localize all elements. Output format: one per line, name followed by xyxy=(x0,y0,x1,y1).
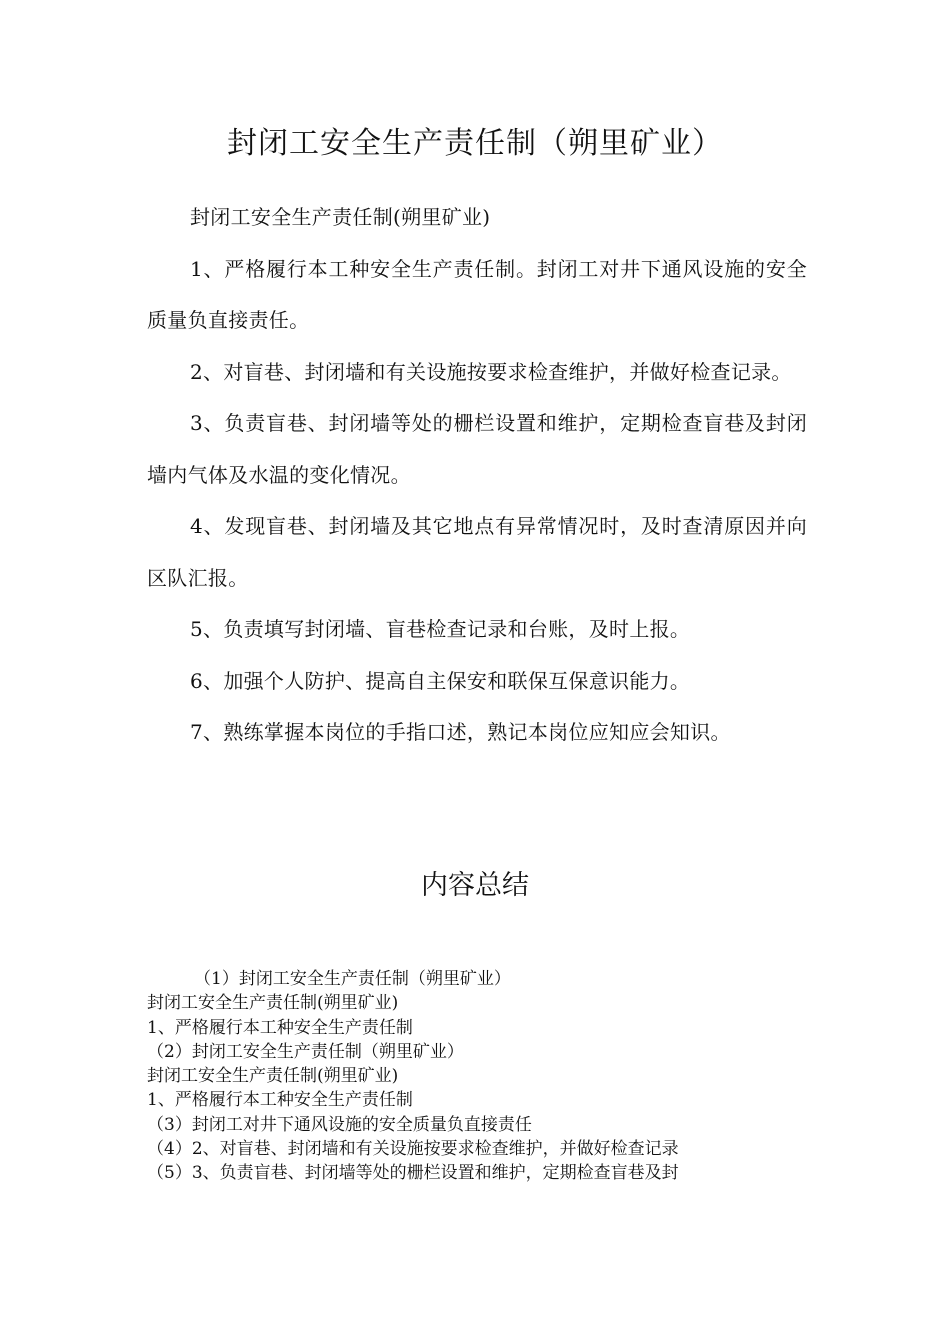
summary-line: 封闭工安全生产责任制(朔里矿业) xyxy=(147,993,399,1014)
summary-list xyxy=(147,967,827,1186)
paragraph: 1、严格履行本工种安全生产责任制。封闭工对井下通风设施的安全质量负直接责任。 xyxy=(147,256,807,332)
paragraph: 4、发现盲巷、封闭墙及其它地点有异常情况时，及时查清原因并向区队汇报。 xyxy=(147,514,807,590)
summary-line: （4）2、对盲巷、封闭墙和有关设施按要求检查维护，并做好检查记录 xyxy=(147,1139,679,1160)
document-title: 封闭工安全生产责任制（朔里矿业） xyxy=(227,126,723,161)
paragraph: 5、负责填写封闭墙、盲巷检查记录和台账，及时上报。 xyxy=(190,617,691,641)
summary-line: （1）封闭工安全生产责任制（朔里矿业） xyxy=(194,969,511,989)
document-body xyxy=(147,192,807,759)
summary-line: （3）封闭工对井下通风设施的安全质量负直接责任 xyxy=(147,1114,532,1135)
paragraph: 封闭工安全生产责任制(朔里矿业) xyxy=(190,205,491,229)
summary-title: 内容总结 xyxy=(421,870,529,901)
paragraph: 6、加强个人防护、提高自主保安和联保互保意识能力。 xyxy=(190,668,691,693)
summary-line: （2）封闭工安全生产责任制（朔里矿业） xyxy=(147,1041,464,1062)
summary-line: 封闭工安全生产责任制(朔里矿业) xyxy=(147,1066,399,1087)
summary-line: 1、严格履行本工种安全生产责任制 xyxy=(147,1090,413,1111)
paragraph: 2、对盲巷、封闭墙和有关设施按要求检查维护，并做好检查记录。 xyxy=(190,359,792,384)
summary-line: 1、严格履行本工种安全生产责任制 xyxy=(147,1017,413,1038)
summary-line: （5）3、负责盲巷、封闭墙等处的栅栏设置和维护，定期检查盲巷及封 xyxy=(147,1163,679,1184)
paragraph: 7、熟练掌握本岗位的手指口述，熟记本岗位应知应会知识。 xyxy=(190,720,731,744)
paragraph: 3、负责盲巷、封闭墙等处的栅栏设置和维护，定期检查盲巷及封闭墙内气体及水温的变化情况。 xyxy=(147,411,807,487)
